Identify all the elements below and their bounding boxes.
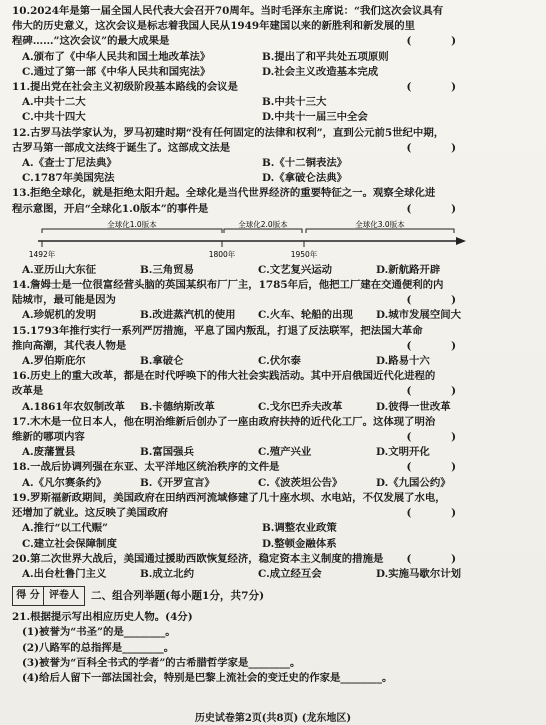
option-d: D.中共十一届三中全会 [262, 111, 368, 124]
exam-content [12, 4, 542, 686]
question-stem-line: 伟大的历史意义，这次会议是标志着我国人民从1949年建国以来的新胜利和新发展的里 [12, 20, 415, 33]
question-stem-line [12, 339, 542, 354]
question-stem-line [12, 552, 542, 567]
question-20 [12, 552, 542, 582]
stem-text: 18.一战后协调列强在东亚、太平洋地区统治秩序的文件是 [12, 461, 280, 474]
option-b: B.提出了和平共处五项原则 [262, 50, 389, 63]
score-cell: 得 分 [13, 587, 44, 605]
question-14 [12, 278, 542, 324]
question-12 [12, 126, 542, 187]
option-c: C.文艺复兴运动 [258, 263, 333, 276]
timeline-label-v3: 全球化3.0版本 [355, 219, 405, 229]
question-stem-line [12, 141, 542, 156]
section-2-header [12, 586, 542, 606]
timeline-year-1950: 1950年 [290, 249, 318, 259]
option-c: C.火车、轮船的出现 [258, 309, 353, 322]
stem-text: 改革是 [12, 385, 44, 398]
option-d: D.《拿破仑法典》 [262, 172, 347, 185]
option-a: A.《凡尔赛条约》 [22, 476, 107, 489]
option-d: D.彼得一世改革 [376, 400, 451, 413]
option-d: D.城市发展空间大 [376, 309, 461, 322]
answer-bracket: ( ) [406, 507, 474, 520]
option-c: C.成立经互会 [258, 567, 322, 580]
question-stem-line [12, 430, 542, 445]
option-b: B.《十二铜表法》 [262, 157, 348, 170]
question-stem-line [12, 384, 542, 399]
option-b: B.《开罗宣言》 [140, 476, 215, 489]
stem-text: 维新的哪项内容 [12, 431, 85, 444]
question-stem-line: 17.木木是一位日本人，他在明治维新后创办了一座由政府扶持的近代化工厂。这体现了明治 [12, 415, 436, 428]
option-a: A.亚历山大东征 [22, 263, 97, 276]
option-a: A.珍妮机的发明 [22, 309, 97, 322]
option-c: C.中共十四大 [22, 111, 86, 124]
stem-text: 推向高潮，其代表人物是 [12, 339, 127, 352]
brace-v3 [306, 229, 454, 233]
stem-text: 古罗马第一部成文法终于诞生了。这部成文法是 [12, 141, 231, 154]
option-a: A.1861年农奴制改革 [22, 400, 125, 413]
question-11 [12, 80, 542, 126]
option-d: D.社会主义改造基本完成 [262, 65, 379, 78]
question-stem-line [12, 80, 542, 95]
timeline-arrow [456, 237, 466, 245]
option-a: A.《查士丁尼法典》 [22, 157, 117, 170]
option-b: B.三角贸易 [140, 263, 194, 276]
question-stem-line: 12.古罗马法学家认为，罗马初建时期“没有任何固定的法律和权利”，直到公元前5世纪中期， [12, 126, 445, 139]
answer-bracket: ( ) [406, 552, 474, 565]
question-16 [12, 369, 542, 415]
option-a: A.废藩置县 [22, 446, 76, 459]
grader-cell: 评卷人 [49, 590, 79, 602]
option-a: A.罗伯斯庇尔 [22, 355, 86, 368]
timeline-year-1800: 1800年 [208, 249, 236, 259]
answer-bracket: ( ) [406, 461, 474, 474]
option-a: A.出台杜鲁门主义 [22, 567, 107, 580]
question-stem-line: 16.历史上的重大改革，都是在时代呼唤下的伟大社会实践活动。其中开启俄国近代化进程的 [12, 370, 436, 383]
stem-text: 还增加了就业。这反映了美国政府 [12, 507, 168, 520]
option-c: C.《波茨坦公告》 [258, 476, 343, 489]
question-stem-line: 13.拒绝全球化，就是拒绝太阳升起。全球化是当代世界经济的重要特征之一。观察全球化进 [12, 187, 436, 200]
answer-bracket: ( ) [406, 339, 474, 352]
answer-bracket: ( ) [406, 294, 474, 307]
timeline-label-v2: 全球化2.0版本 [238, 219, 288, 229]
option-b: B.富国强兵 [140, 446, 194, 459]
option-c: C.殖产兴业 [258, 446, 312, 459]
option-b: B.中共十三大 [262, 96, 327, 109]
question-stem-line [12, 34, 542, 49]
option-d: D.实施马歇尔计划 [376, 567, 461, 580]
option-c: C.通过了第一部《中华人民共和国宪法》 [22, 65, 211, 78]
brace-v2 [224, 229, 302, 233]
question-stem-line: 15.1793年推行实行一系列严厉措施，平息了国内叛乱，打退了反法联军，把法国大革命 [12, 324, 423, 337]
answer-bracket: ( ) [406, 81, 474, 94]
option-b: B.改进蒸汽机的使用 [140, 309, 236, 322]
question-19 [12, 491, 542, 552]
question-stem-line: 21.根据提示写出相应历史人物。(4分) [12, 611, 193, 624]
fill-item: (3)被誉为“百科全书式的学者”的古希腊哲学家是________。 [22, 656, 301, 669]
timeline-diagram [28, 219, 468, 263]
question-stem-line [12, 460, 542, 475]
option-d: D.路易十六 [376, 355, 430, 368]
globalization-timeline [28, 219, 468, 263]
option-b: B.调整农业政策 [262, 522, 337, 535]
option-b: B.成立北约 [140, 567, 194, 580]
option-d: D.整顿金融体系 [262, 537, 337, 550]
fill-item: (4)给后人留下一部法国社会，特别是巴黎上流社会的变迁史的作家是________。 [22, 671, 393, 684]
stem-text: 11.提出党在社会主义初级阶段基本路线的会议是 [12, 81, 238, 94]
answer-bracket: ( ) [406, 35, 474, 48]
option-a: A.推行“以工代赈” [22, 522, 108, 535]
stem-text: 陆城市，最可能是因为 [12, 294, 116, 307]
page-footer: 历史试卷第2页(共8页) (龙东地区) [194, 713, 352, 724]
option-a: A.颁布了《中华人民共和国土地改革法》 [22, 50, 211, 63]
question-13 [12, 186, 542, 278]
question-stem-line [12, 293, 542, 308]
question-stem-line: 19.罗斯福新政期间，美国政府在田纳西河流域修建了几十座水坝、水电站，不仅发展了水电， [12, 491, 446, 504]
timeline-year-1492: 1492年 [28, 249, 56, 259]
fill-item: (2)八路军的总指挥是________。 [22, 641, 175, 654]
score-table [12, 586, 85, 606]
answer-bracket: ( ) [406, 202, 474, 215]
section-title: 二、组合列举题(每小题1分，共7分) [91, 589, 265, 602]
question-stem-line [12, 506, 542, 521]
question-17 [12, 415, 542, 461]
question-stem-line [12, 202, 542, 217]
option-a: A.中共十二大 [22, 96, 86, 109]
question-15 [12, 324, 542, 370]
option-c: C.建立社会保障制度 [22, 537, 117, 550]
question-stem-line: 14.詹姆士是一位很富经营头脑的英国某织布厂厂主，1785年后，他把工厂建在交通便利的内 [12, 279, 444, 292]
stem-text: 程碑……”这次会议”的最大成果是 [12, 35, 170, 48]
answer-bracket: ( ) [406, 141, 474, 154]
option-b: B.拿破仑 [140, 355, 184, 368]
option-d: D.文明开化 [376, 446, 430, 459]
option-d: D.《九国公约》 [376, 476, 451, 489]
question-stem-line: 10.2024年是第一届全国人民代表大会召开70周年。当时毛泽东主席说：“我们这次会议具有 [12, 5, 444, 17]
option-c: C.伏尔泰 [258, 355, 301, 368]
stem-text: 程示意图，开启“全球化1.0版本”的事件是 [12, 202, 209, 215]
question-18 [12, 460, 542, 490]
question-10 [12, 4, 542, 80]
brace-v1 [42, 229, 222, 233]
option-c: C.1787年美国宪法 [22, 172, 115, 185]
timeline-label-v1: 全球化1.0版本 [107, 219, 157, 229]
answer-bracket: ( ) [406, 385, 474, 398]
option-c: C.戈尔巴乔夫改革 [258, 400, 343, 413]
option-b: B.卡德纳斯改革 [140, 400, 215, 413]
stem-text: 20.第二次世界大战后，美国通过援助西欧恢复经济，稳定资本主义制度的措施是 [12, 552, 384, 565]
option-d: D.新航路开辟 [376, 263, 441, 276]
question-21 [12, 610, 542, 686]
fill-item: (1)被誉为“书圣”的是________。 [22, 626, 176, 639]
answer-bracket: ( ) [406, 431, 474, 444]
